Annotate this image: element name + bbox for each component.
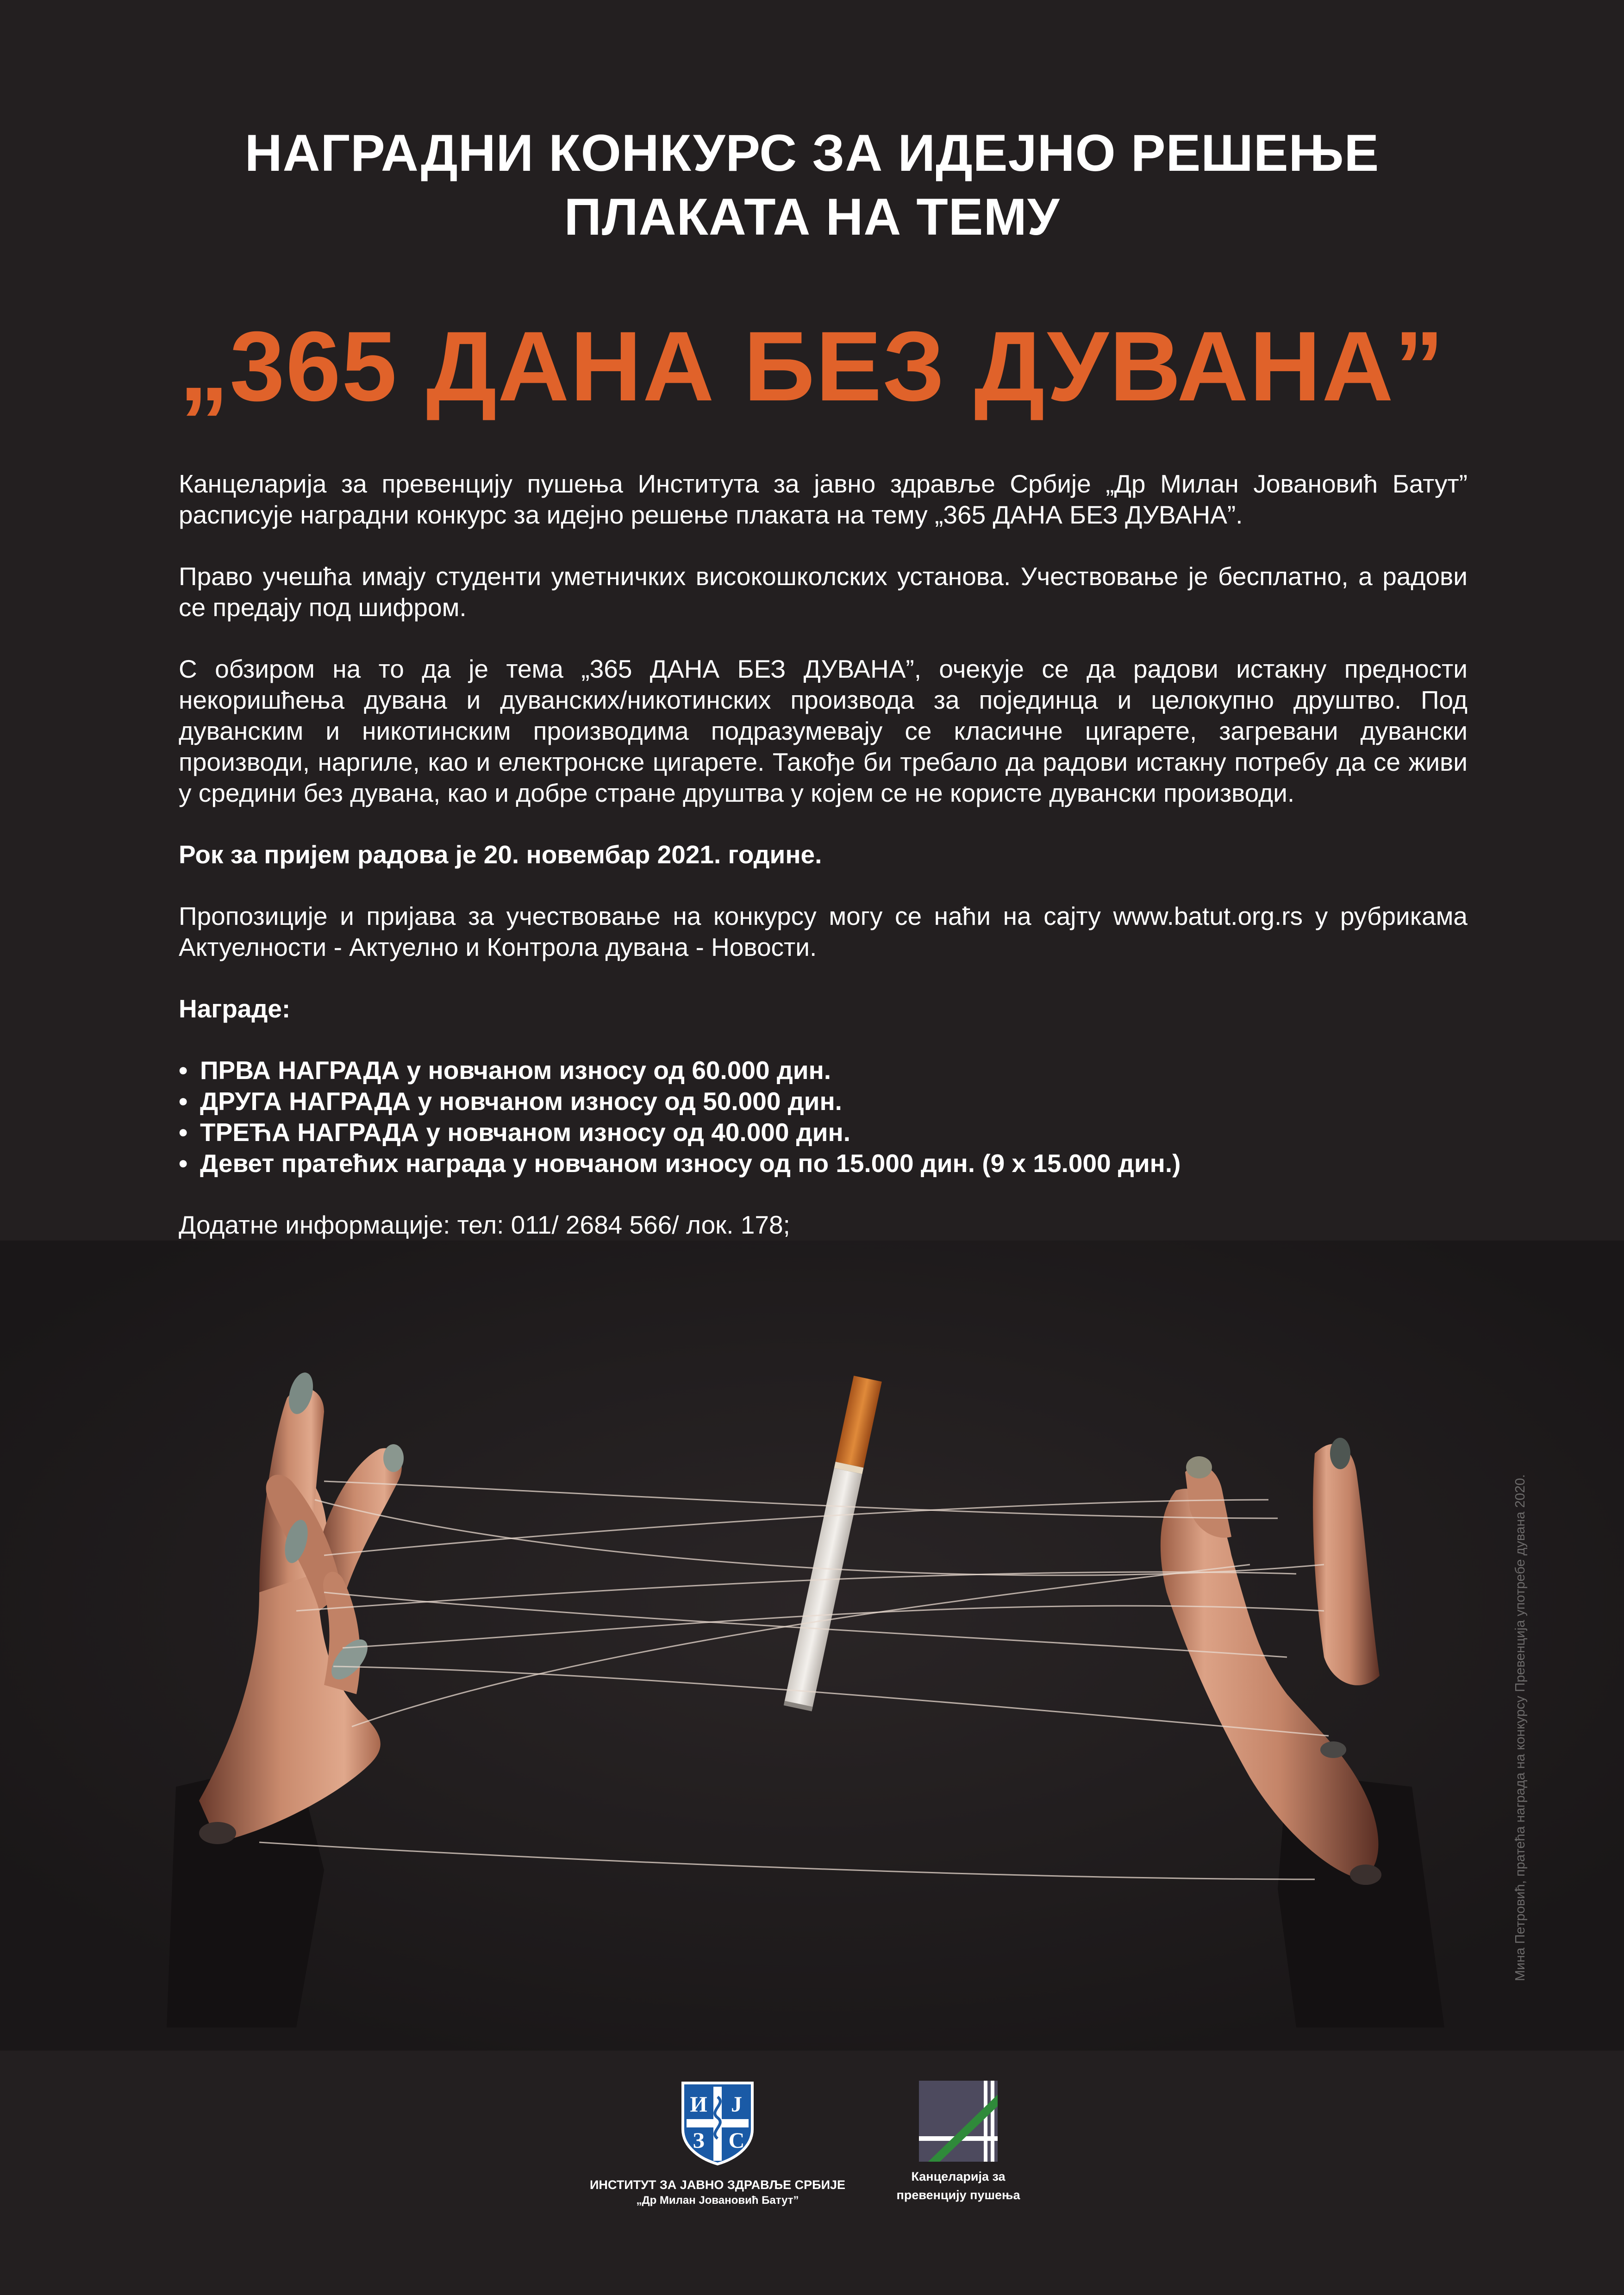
office-name-line-2: превенцију пушења	[896, 2188, 1020, 2202]
photo-hands-cigarette	[0, 1241, 1624, 2051]
paragraph-info: Пропозиције и пријава за учествовање на конкурсу могу се наћи на сајту www.batut.org.rs у рубрикама Актуелности - Актуелно и Контрола дувана - Новости.	[179, 902, 1468, 961]
emblem-letter: С	[728, 2128, 745, 2153]
body-text	[179, 468, 1468, 1303]
institute-logo	[583, 2078, 852, 2208]
office-emblem-icon	[919, 2081, 998, 2162]
paragraph-deadline: Рок за пријем радова је 20. новембар 2021. године.	[179, 840, 822, 869]
emblem-letter: З	[693, 2128, 705, 2153]
poster-headline: „365 ДАНА БЕЗ ДУВАНА”	[179, 311, 1445, 422]
paragraph-theme: С обзиром на то да је тема „365 ДАНА БЕЗ ДУВАНА”, очекује се да радови истакну предности некоришћења дувана и дуванских/никотинских производа за појединца и целокупно друштво. Под дуванским и никотинским производима подразумевају се класичне цигарете, загревани дувански производи, наргиле, као и електронске цигарете. Такође би требало да радови истакну потребу да се живи у средини без дувана, као и добре стране друштва у којем се не користе дувански производи.	[179, 655, 1468, 807]
prizes-title: Награде:	[179, 994, 291, 1023]
contact-line-1: Додатне информације: тел: 011/ 2684 566/ лок. 178;	[179, 1210, 790, 1239]
heading-line-2: ПЛАКАТА НА ТЕМУ	[564, 188, 1060, 246]
prize-item: • Девет пратећих награда у новчаном износу од по 15.000 дин. (9 x 15.000 дин.)	[179, 1148, 1468, 1179]
prizes-list	[179, 1055, 1468, 1179]
institute-emblem-icon	[678, 2078, 757, 2166]
emblem-letter: И	[690, 2092, 707, 2117]
prize-item: • ДРУГА НАГРАДА у новчаном износу од 50.000 дин.	[179, 1086, 1468, 1117]
institute-name: ИНСТИТУТ ЗА ЈАВНО ЗДРАВЉЕ СРБИЈЕ	[589, 2178, 845, 2192]
prize-item: • ТРЕЋА НАГРАДА у новчаном износу од 40.000 дин.	[179, 1117, 1468, 1148]
heading-line-1: НАГРАДНИ КОНКУРС ЗА ИДЕЈНО РЕШЕЊЕ	[244, 124, 1380, 182]
institute-subname: „Др Милан Јовановић Батут”	[636, 2194, 799, 2207]
emblem-letter: Ј	[731, 2092, 742, 2117]
prize-item: • ПРВА НАГРАДА у новчаном износу од 60.000 дин.	[179, 1055, 1468, 1086]
photo-credit: Мина Петровић, пратећа награда на конкурсу Превенција употребе дувана 2020.	[1513, 1474, 1528, 1981]
paragraph-intro: Канцеларија за превенцију пушења Института за јавно здравље Србије „Др Милан Јовановић Батут” расписује наградни конкурс за идејно решење плаката на тему „365 ДАНА БЕЗ ДУВАНА”.	[179, 469, 1468, 529]
poster-heading	[0, 121, 1624, 249]
office-name-line-1: Канцеларија за	[911, 2170, 1006, 2183]
office-logo	[861, 2081, 1056, 2204]
paragraph-eligibility: Право учешћа имају студенти уметничких високошколских установа. Учествовање је бесплатно, а радови се предају под шифром.	[179, 562, 1468, 622]
